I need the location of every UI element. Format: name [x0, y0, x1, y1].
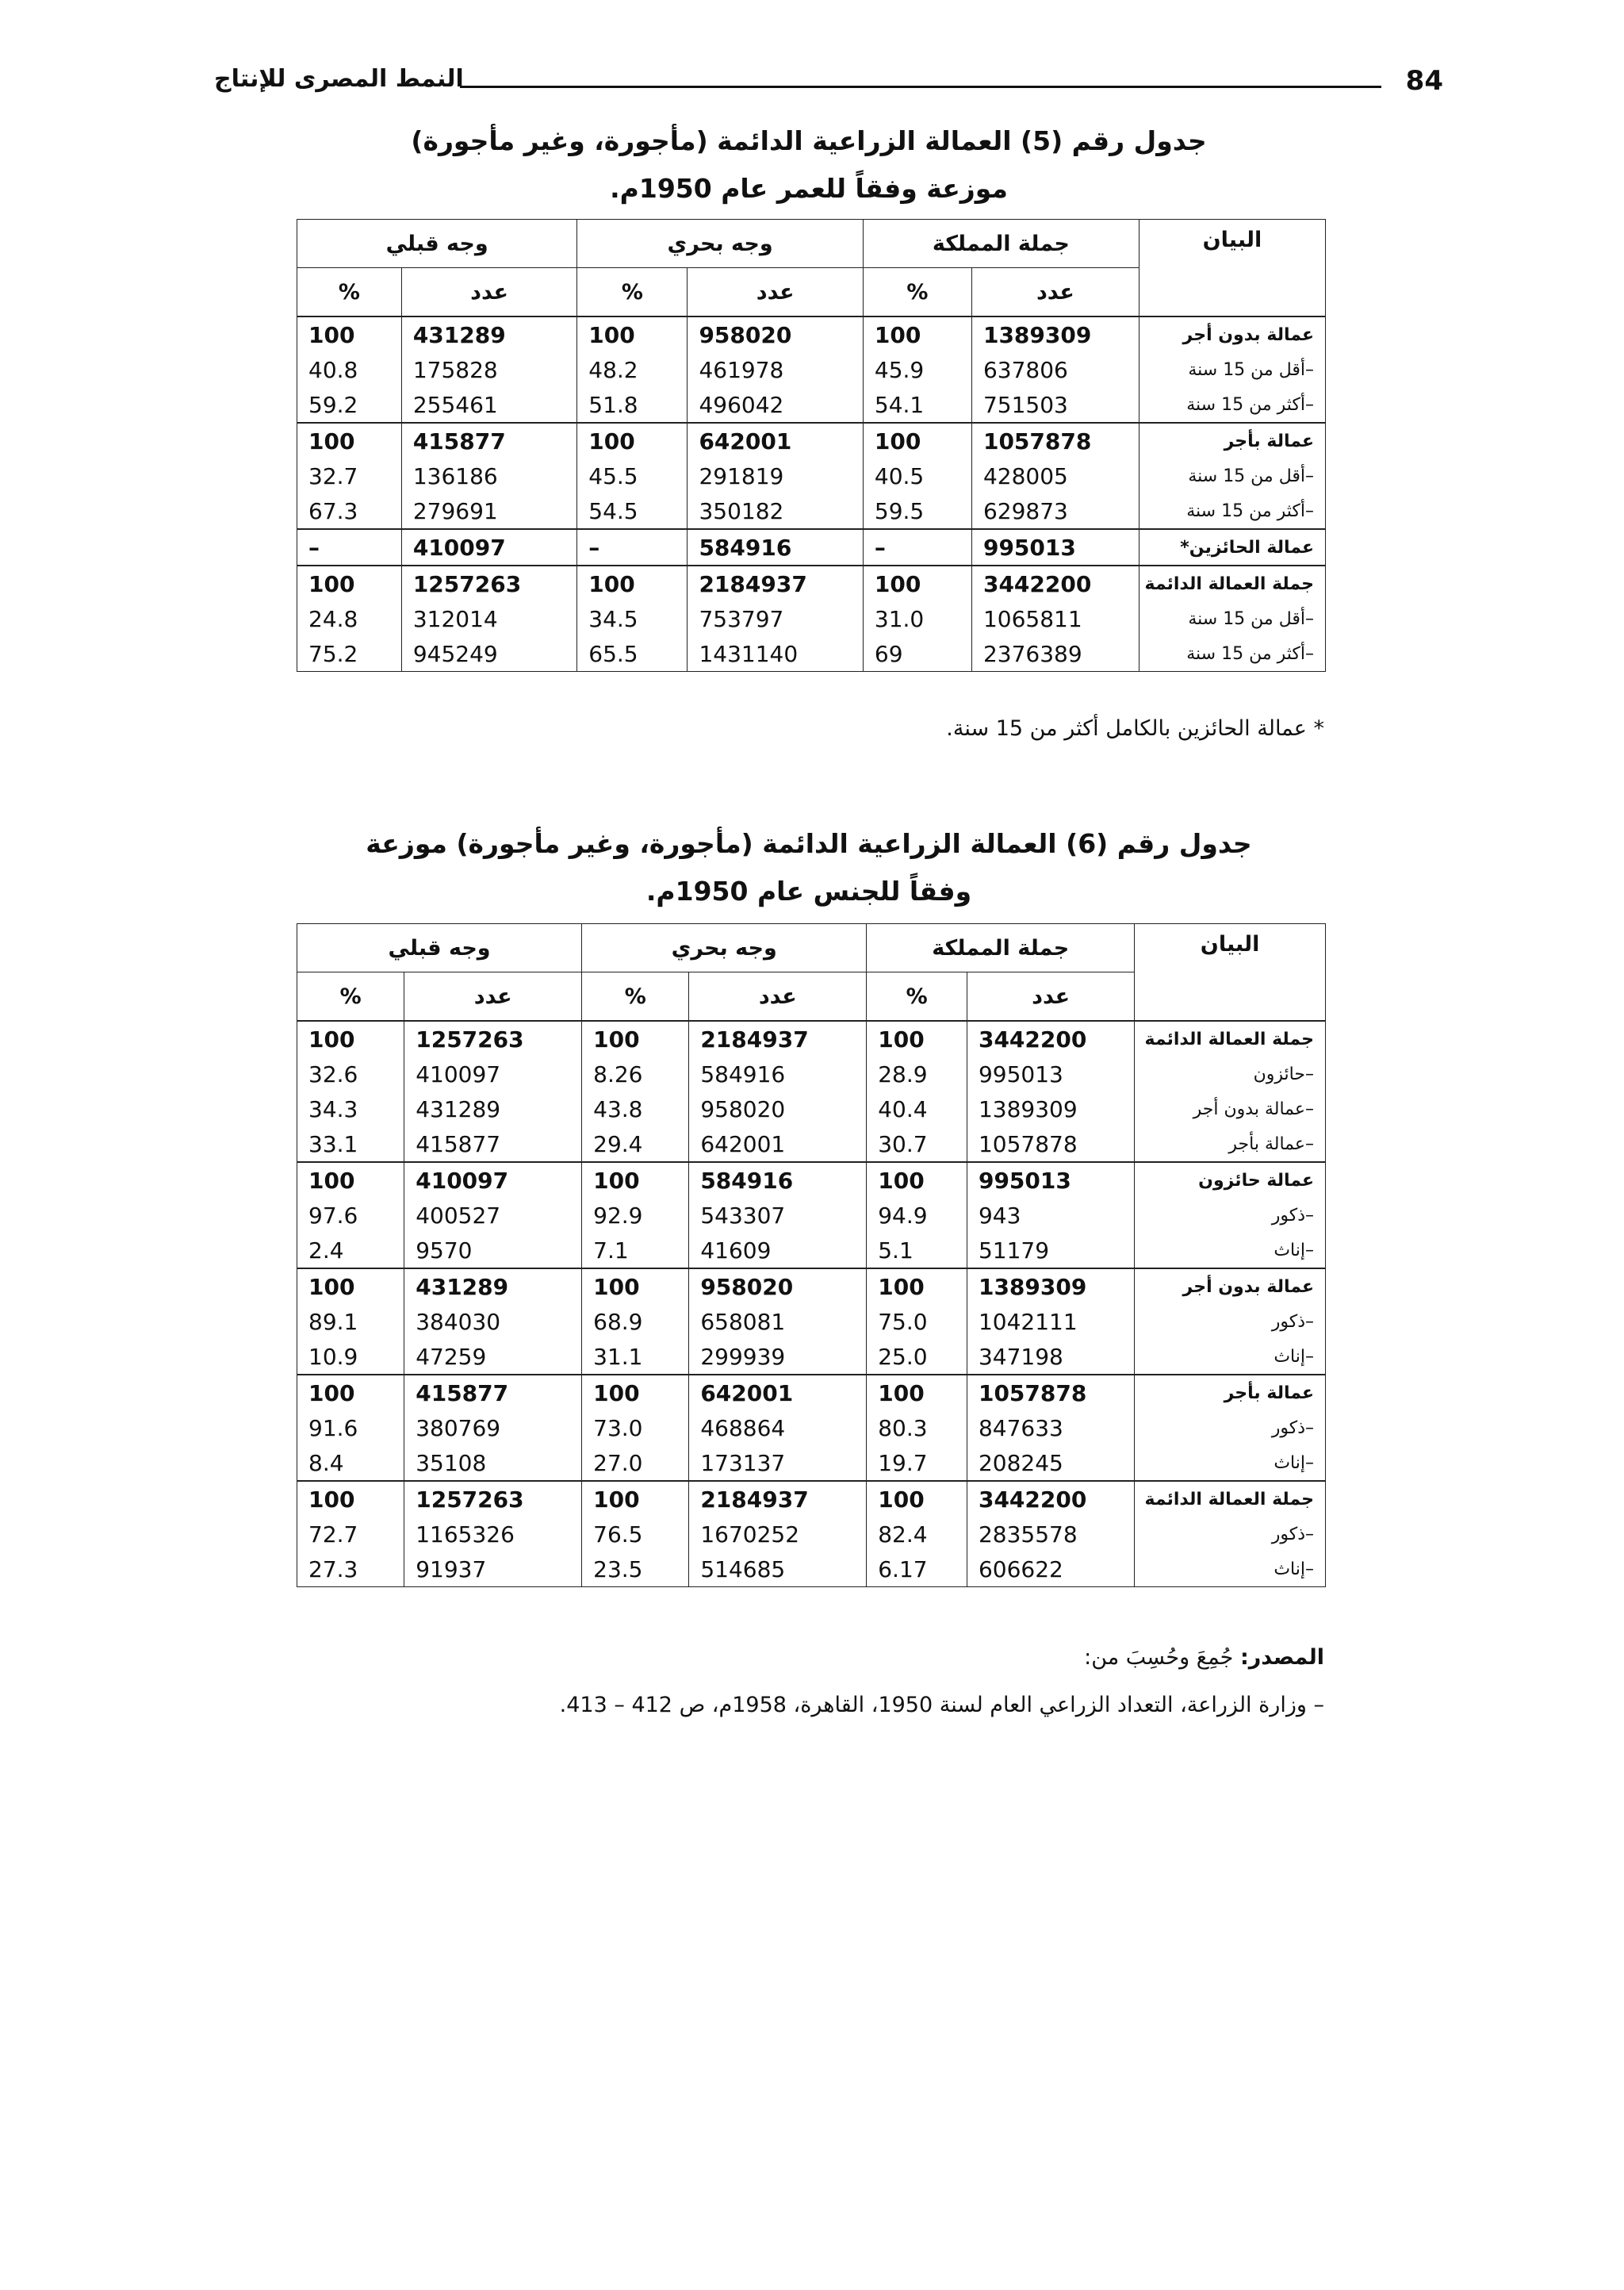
table-row: [297, 1198, 1326, 1233]
count-cell: 410097: [401, 529, 576, 566]
row-label: جملة العمالة الدائمة: [1135, 1021, 1326, 1057]
row-label: –عمالة بأجر: [1135, 1126, 1326, 1162]
count-cell: 279691: [401, 493, 576, 529]
table6-sub-pct: %: [297, 972, 404, 1022]
table6-sub-count: عدد: [967, 972, 1134, 1022]
row-label: –أكثر من 15 سنة: [1139, 493, 1325, 529]
count-cell: 1389309: [971, 316, 1139, 352]
row-label: –إناث: [1135, 1552, 1326, 1587]
percent-cell: 100: [297, 1375, 404, 1410]
percent-cell: 100: [297, 1021, 404, 1057]
percent-cell: 24.8: [297, 601, 402, 636]
count-cell: 410097: [404, 1162, 582, 1198]
count-cell: 995013: [971, 529, 1139, 566]
count-cell: 9570: [404, 1233, 582, 1268]
count-cell: 753797: [688, 601, 863, 636]
count-cell: 1257263: [404, 1481, 582, 1517]
table6-header-upper-egypt: وجه قبلي: [297, 924, 582, 972]
row-label: عمالة حائزون: [1135, 1162, 1326, 1198]
percent-cell: 100: [867, 1162, 967, 1198]
count-cell: 642001: [689, 1126, 867, 1162]
table6-header-label: البيان: [1135, 924, 1326, 1022]
percent-cell: 75.2: [297, 636, 402, 672]
row-label: عمالة بأجر: [1135, 1375, 1326, 1410]
count-cell: 291819: [688, 458, 863, 493]
table-row: [297, 1126, 1326, 1162]
percent-cell: 100: [577, 566, 688, 601]
percent-cell: 100: [863, 423, 971, 458]
table6-sub-pct: %: [867, 972, 967, 1022]
percent-cell: 40.8: [297, 352, 402, 387]
percent-cell: 54.5: [577, 493, 688, 529]
count-cell: 1389309: [967, 1268, 1134, 1304]
percent-cell: 30.7: [867, 1126, 967, 1162]
percent-cell: 100: [297, 1268, 404, 1304]
table6-title-line1: جدول رقم (6) العمالة الزراعية الدائمة (مأجورة، وغير مأجورة) موزعة: [366, 828, 1252, 859]
count-cell: 1257263: [404, 1021, 582, 1057]
row-label: جملة العمالة الدائمة: [1135, 1481, 1326, 1517]
percent-cell: 31.1: [582, 1339, 689, 1375]
source-line: [872, 1645, 1324, 1670]
percent-cell: 34.3: [297, 1091, 404, 1126]
table6-sub-count: عدد: [689, 972, 867, 1022]
count-cell: 995013: [967, 1162, 1134, 1198]
count-cell: 431289: [401, 316, 576, 352]
table-row: [297, 458, 1326, 493]
count-cell: 1389309: [967, 1091, 1134, 1126]
percent-cell: 32.6: [297, 1057, 404, 1091]
count-cell: 431289: [404, 1091, 582, 1126]
percent-cell: 45.9: [863, 352, 971, 387]
count-cell: 584916: [688, 529, 863, 566]
table5-header-upper-egypt: وجه قبلي: [297, 220, 577, 268]
table-row: [297, 1375, 1326, 1410]
row-label: –إناث: [1135, 1233, 1326, 1268]
table-row: [297, 1481, 1326, 1517]
table5-header-kingdom: جملة المملكة: [863, 220, 1139, 268]
row-label: –ذكور: [1135, 1517, 1326, 1552]
count-cell: 995013: [967, 1057, 1134, 1091]
percent-cell: 40.4: [867, 1091, 967, 1126]
row-label: –أقل من 15 سنة: [1139, 458, 1325, 493]
row-label: –عمالة بدون أجر: [1135, 1091, 1326, 1126]
percent-cell: 100: [297, 1481, 404, 1517]
row-label: –ذكور: [1135, 1410, 1326, 1445]
percent-cell: 25.0: [867, 1339, 967, 1375]
count-cell: 2184937: [689, 1481, 867, 1517]
table5-title-line1: جدول رقم (5) العمالة الزراعية الدائمة (مأجورة، وغير مأجورة): [411, 125, 1207, 156]
percent-cell: 100: [867, 1375, 967, 1410]
row-label: –حائزون: [1135, 1057, 1326, 1091]
percent-cell: 100: [867, 1268, 967, 1304]
count-cell: 384030: [404, 1304, 582, 1339]
percent-cell: 51.8: [577, 387, 688, 423]
percent-cell: 100: [297, 423, 402, 458]
percent-cell: 10.9: [297, 1339, 404, 1375]
count-cell: 415877: [401, 423, 576, 458]
count-cell: 461978: [688, 352, 863, 387]
row-label: –أكثر من 15 سنة: [1139, 636, 1325, 672]
source-label: المصدر:: [1239, 1645, 1324, 1670]
count-cell: 945249: [401, 636, 576, 672]
source-reference: – وزارة الزراعة، التعداد الزراعي العام لسنة 1950، القاهرة، 1958م، ص 412 – 413.: [559, 1693, 1324, 1717]
row-label: عمالة بأجر: [1139, 423, 1325, 458]
table-row: [297, 1268, 1326, 1304]
count-cell: 380769: [404, 1410, 582, 1445]
count-cell: 350182: [688, 493, 863, 529]
row-label: –أكثر من 15 سنة: [1139, 387, 1325, 423]
percent-cell: 8.4: [297, 1445, 404, 1481]
row-label: –أقل من 15 سنة: [1139, 352, 1325, 387]
percent-cell: 27.3: [297, 1552, 404, 1587]
count-cell: 658081: [689, 1304, 867, 1339]
percent-cell: 19.7: [867, 1445, 967, 1481]
count-cell: 400527: [404, 1198, 582, 1233]
count-cell: 943: [967, 1198, 1134, 1233]
table-row: [297, 1021, 1326, 1057]
percent-cell: 2.4: [297, 1233, 404, 1268]
table-row: [297, 1410, 1326, 1445]
count-cell: 347198: [967, 1339, 1134, 1375]
table5-footnote: * عمالة الحائزين بالكامل أكثر من 15 سنة.: [946, 716, 1324, 741]
table6-sub-pct: %: [582, 972, 689, 1022]
count-cell: 1670252: [689, 1517, 867, 1552]
row-label: –ذكور: [1135, 1198, 1326, 1233]
table6-header-lower-egypt: وجه بحري: [582, 924, 867, 972]
count-cell: 431289: [404, 1268, 582, 1304]
percent-cell: 100: [297, 566, 402, 601]
percent-cell: 54.1: [863, 387, 971, 423]
table-row: [297, 1233, 1326, 1268]
count-cell: 584916: [689, 1057, 867, 1091]
percent-cell: –: [863, 529, 971, 566]
percent-cell: 82.4: [867, 1517, 967, 1552]
count-cell: 584916: [689, 1162, 867, 1198]
row-label: –إناث: [1135, 1445, 1326, 1481]
percent-cell: 7.1: [582, 1233, 689, 1268]
count-cell: 173137: [689, 1445, 867, 1481]
percent-cell: 100: [582, 1375, 689, 1410]
table-row: [297, 636, 1326, 672]
percent-cell: 29.4: [582, 1126, 689, 1162]
table-row: [297, 1445, 1326, 1481]
count-cell: 91937: [404, 1552, 582, 1587]
count-cell: 136186: [401, 458, 576, 493]
row-label: جملة العمالة الدائمة: [1139, 566, 1325, 601]
percent-cell: 8.26: [582, 1057, 689, 1091]
percent-cell: 6.17: [867, 1552, 967, 1587]
percent-cell: 97.6: [297, 1198, 404, 1233]
percent-cell: 100: [297, 316, 402, 352]
running-title: النمط المصرى للإنتاج: [214, 65, 464, 93]
percent-cell: 32.7: [297, 458, 402, 493]
count-cell: 415877: [404, 1126, 582, 1162]
percent-cell: 40.5: [863, 458, 971, 493]
row-label: –ذكور: [1135, 1304, 1326, 1339]
percent-cell: 89.1: [297, 1304, 404, 1339]
percent-cell: 91.6: [297, 1410, 404, 1445]
count-cell: 1042111: [967, 1304, 1134, 1339]
count-cell: 312014: [401, 601, 576, 636]
row-label: عمالة بدون أجر: [1135, 1268, 1326, 1304]
row-label: عمالة بدون أجر: [1139, 316, 1325, 352]
percent-cell: 76.5: [582, 1517, 689, 1552]
table-row: [297, 352, 1326, 387]
percent-cell: 94.9: [867, 1198, 967, 1233]
table-row: [297, 423, 1326, 458]
count-cell: 208245: [967, 1445, 1134, 1481]
percent-cell: 100: [863, 566, 971, 601]
table6-sub-count: عدد: [404, 972, 582, 1022]
count-cell: 415877: [404, 1375, 582, 1410]
percent-cell: 100: [582, 1268, 689, 1304]
table5-title-line2: موزعة وفقاً للعمر عام 1950م.: [610, 173, 1008, 204]
count-cell: 1431140: [688, 636, 863, 672]
count-cell: 41609: [689, 1233, 867, 1268]
percent-cell: 100: [867, 1021, 967, 1057]
count-cell: 3442200: [971, 566, 1139, 601]
count-cell: 958020: [689, 1268, 867, 1304]
row-label: –أقل من 15 سنة: [1139, 601, 1325, 636]
count-cell: 496042: [688, 387, 863, 423]
count-cell: 958020: [688, 316, 863, 352]
table5-sub-count: عدد: [971, 268, 1139, 317]
row-label: –إناث: [1135, 1339, 1326, 1375]
table6: [297, 923, 1326, 1587]
source-text: جُمِعَ وحُسِبَ من:: [1084, 1645, 1240, 1670]
table-row: [297, 601, 1326, 636]
percent-cell: 43.8: [582, 1091, 689, 1126]
table-row: [297, 1057, 1326, 1091]
count-cell: 606622: [967, 1552, 1134, 1587]
row-label: عمالة الحائزين*: [1139, 529, 1325, 566]
percent-cell: 100: [582, 1162, 689, 1198]
percent-cell: 67.3: [297, 493, 402, 529]
percent-cell: 100: [867, 1481, 967, 1517]
table5: [297, 219, 1326, 672]
count-cell: 642001: [688, 423, 863, 458]
count-cell: 2184937: [689, 1021, 867, 1057]
table-row: [297, 316, 1326, 352]
table-row: [297, 1552, 1326, 1587]
percent-cell: 68.9: [582, 1304, 689, 1339]
percent-cell: 28.9: [867, 1057, 967, 1091]
count-cell: 2184937: [688, 566, 863, 601]
table-row: [297, 1304, 1326, 1339]
table5-sub-pct: %: [577, 268, 688, 317]
count-cell: 637806: [971, 352, 1139, 387]
percent-cell: 59.5: [863, 493, 971, 529]
count-cell: 1065811: [971, 601, 1139, 636]
table5-sub-pct: %: [863, 268, 971, 317]
percent-cell: 92.9: [582, 1198, 689, 1233]
percent-cell: 69: [863, 636, 971, 672]
table6-body: [297, 1021, 1326, 1587]
count-cell: 1057878: [967, 1126, 1134, 1162]
percent-cell: 31.0: [863, 601, 971, 636]
count-cell: 3442200: [967, 1021, 1134, 1057]
percent-cell: 75.0: [867, 1304, 967, 1339]
percent-cell: 34.5: [577, 601, 688, 636]
page-number: 84: [1405, 65, 1443, 97]
table-row: [297, 387, 1326, 423]
running-header: [214, 65, 1443, 105]
percent-cell: 48.2: [577, 352, 688, 387]
table-row: [297, 529, 1326, 566]
percent-cell: –: [577, 529, 688, 566]
count-cell: 2376389: [971, 636, 1139, 672]
table5-sub-count: عدد: [401, 268, 576, 317]
percent-cell: 100: [577, 423, 688, 458]
count-cell: 629873: [971, 493, 1139, 529]
table-row: [297, 1339, 1326, 1375]
count-cell: 847633: [967, 1410, 1134, 1445]
table5-sub-pct: %: [297, 268, 402, 317]
count-cell: 642001: [689, 1375, 867, 1410]
count-cell: 958020: [689, 1091, 867, 1126]
count-cell: 410097: [404, 1057, 582, 1091]
table5-header-label: البيان: [1139, 220, 1325, 317]
percent-cell: 33.1: [297, 1126, 404, 1162]
table5-header-lower-egypt: وجه بحري: [577, 220, 864, 268]
count-cell: 47259: [404, 1339, 582, 1375]
percent-cell: 80.3: [867, 1410, 967, 1445]
count-cell: 543307: [689, 1198, 867, 1233]
percent-cell: 100: [582, 1021, 689, 1057]
count-cell: 428005: [971, 458, 1139, 493]
percent-cell: 5.1: [867, 1233, 967, 1268]
table6-header-kingdom: جملة المملكة: [867, 924, 1135, 972]
table-row: [297, 493, 1326, 529]
percent-cell: 59.2: [297, 387, 402, 423]
count-cell: 255461: [401, 387, 576, 423]
table5-body: [297, 316, 1326, 672]
table-row: [297, 1517, 1326, 1552]
count-cell: 1165326: [404, 1517, 582, 1552]
count-cell: 1057878: [967, 1375, 1134, 1410]
percent-cell: 100: [297, 1162, 404, 1198]
count-cell: 3442200: [967, 1481, 1134, 1517]
table6-title-line2: وفقاً للجنس عام 1950م.: [645, 876, 972, 907]
count-cell: 35108: [404, 1445, 582, 1481]
percent-cell: 73.0: [582, 1410, 689, 1445]
percent-cell: 45.5: [577, 458, 688, 493]
count-cell: 751503: [971, 387, 1139, 423]
percent-cell: 100: [577, 316, 688, 352]
percent-cell: 72.7: [297, 1517, 404, 1552]
table-row: [297, 566, 1326, 601]
count-cell: 175828: [401, 352, 576, 387]
count-cell: 514685: [689, 1552, 867, 1587]
count-cell: 468864: [689, 1410, 867, 1445]
percent-cell: 100: [582, 1481, 689, 1517]
count-cell: 1057878: [971, 423, 1139, 458]
percent-cell: 100: [863, 316, 971, 352]
table-row: [297, 1091, 1326, 1126]
count-cell: 1257263: [401, 566, 576, 601]
count-cell: 299939: [689, 1339, 867, 1375]
table-row: [297, 1162, 1326, 1198]
table5-sub-count: عدد: [688, 268, 863, 317]
percent-cell: 27.0: [582, 1445, 689, 1481]
percent-cell: –: [297, 529, 402, 566]
count-cell: 51179: [967, 1233, 1134, 1268]
header-rule: [460, 86, 1381, 88]
percent-cell: 23.5: [582, 1552, 689, 1587]
count-cell: 2835578: [967, 1517, 1134, 1552]
percent-cell: 65.5: [577, 636, 688, 672]
